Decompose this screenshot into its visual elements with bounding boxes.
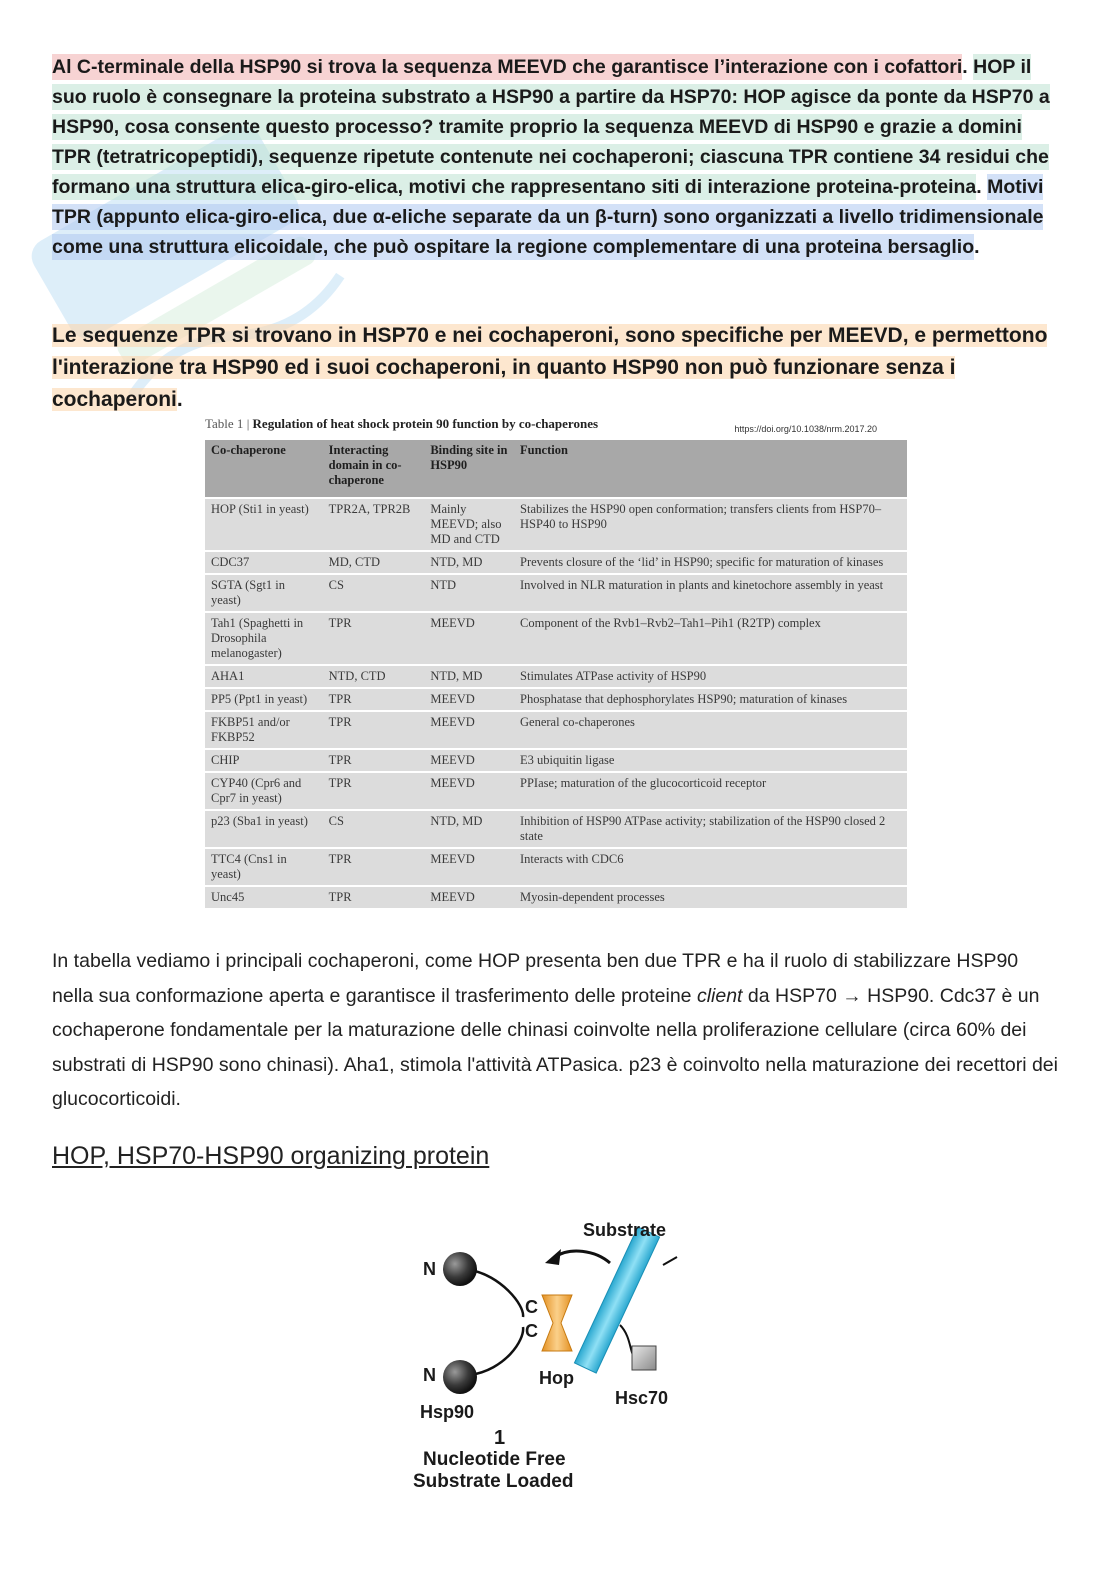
cell-binding-site: MEEVD (424, 613, 514, 664)
cell-function: E3 ubiquitin ligase (514, 750, 907, 771)
cell-interacting-domain: TPR2A, TPR2B (323, 499, 425, 550)
tpr-paragraph-text: Le sequenze TPR si trovano in HSP70 e nei cochaperoni, sono specifiche per MEEVD, e permettono l'interazione tra HSP90 ed i suoi cochaperoni, in quanto HSP90 non può funzionare senza i cochaperoni (52, 324, 1048, 411)
cell-interacting-domain: TPR (323, 773, 425, 809)
cell-function: Phosphatase that dephosphorylates HSP90; maturation of kinases (514, 689, 907, 710)
table-caption-separator: | (243, 416, 253, 431)
tpr-paragraph (52, 320, 1062, 416)
cell-cochaperone: HOP (Sti1 in yeast) (205, 499, 323, 550)
label-hop: Hop (539, 1368, 574, 1388)
label-caption-line1: Nucleotide Free (423, 1449, 566, 1470)
label-caption-line2: Substrate Loaded (413, 1471, 574, 1492)
cell-interacting-domain: CS (323, 811, 425, 847)
header-binding-site: Binding site in HSP90 (424, 440, 514, 497)
hsp90-n-domain-top (443, 1252, 477, 1286)
cochaperone-table (205, 438, 907, 910)
cell-cochaperone: SGTA (Sgt1 in yeast) (205, 575, 323, 611)
cell-function: Involved in NLR maturation in plants and kinetochore assembly in yeast (514, 575, 907, 611)
cell-cochaperone: TTC4 (Cns1 in yeast) (205, 849, 323, 885)
table-row (205, 811, 907, 847)
cell-function: Interacts with CDC6 (514, 849, 907, 885)
table-row (205, 613, 907, 664)
cell-function: Myosin-dependent processes (514, 887, 907, 908)
cell-binding-site: MEEVD (424, 689, 514, 710)
label-c-top: C (525, 1297, 538, 1317)
cell-cochaperone: AHA1 (205, 666, 323, 687)
cell-binding-site: Mainly MEEVD; also MD and CTD (424, 499, 514, 550)
table-caption-label: Table 1 (205, 416, 244, 431)
cell-binding-site: MEEVD (424, 887, 514, 908)
tpr-paragraph-end: . (176, 388, 183, 411)
cell-function: Stimulates ATPase activity of HSP90 (514, 666, 907, 687)
cell-interacting-domain: TPR (323, 887, 425, 908)
cell-interacting-domain: MD, CTD (323, 552, 425, 573)
cell-cochaperone: CHIP (205, 750, 323, 771)
header-cochaperone: Co-chaperone (205, 440, 323, 497)
cell-interacting-domain: TPR (323, 689, 425, 710)
table-doi: https://doi.org/10.1038/nrm.2017.20 (734, 424, 877, 434)
table-row (205, 887, 907, 908)
cell-function: Prevents closure of the ‘lid’ in HSP90; specific for maturation of kinases (514, 552, 907, 573)
transfer-arrow (555, 1251, 610, 1263)
table-row (205, 666, 907, 687)
label-step-number: 1 (494, 1427, 506, 1449)
table-row (205, 552, 907, 573)
cell-cochaperone: CYP40 (Cpr6 and Cpr7 in yeast) (205, 773, 323, 809)
cell-binding-site: NTD, MD (424, 552, 514, 573)
table-row (205, 750, 907, 771)
table-row (205, 849, 907, 885)
body-paragraph-part1: In tabella vediamo i principali cochaperoni, come HOP presenta ben due TPR e ha il ruolo di stabilizzare HSP90 nella sua conformazione aperta e garantisce il trasferimento delle proteine (52, 950, 1019, 1007)
cell-cochaperone: CDC37 (205, 552, 323, 573)
cell-binding-site: NTD (424, 575, 514, 611)
cell-binding-site: MEEVD (424, 750, 514, 771)
cell-function: Component of the Rvb1–Rvb2–Tah1–Pih1 (R2TP) complex (514, 613, 907, 664)
cell-cochaperone: PP5 (Ppt1 in yeast) (205, 689, 323, 710)
cell-binding-site: MEEVD (424, 849, 514, 885)
cell-interacting-domain: NTD, CTD (323, 666, 425, 687)
body-paragraph (52, 944, 1062, 1117)
table-row (205, 712, 907, 748)
intro-segment-meevd: Al C-terminale della HSP90 si trova la sequenza MEEVD che garantisce l’interazione con i cofattori (52, 56, 963, 78)
hsp90-n-domain-bottom (443, 1360, 477, 1394)
cell-binding-site: NTD, MD (424, 666, 514, 687)
intro-paragraph (52, 52, 1062, 262)
intro-segment-hop: HOP il suo ruolo è consegnare la proteina substrato a HSP90 a partire da HSP70: HOP agisce da ponte da HSP70 a HSP90, cosa consente questo processo? tramite proprio la sequenza MEEVD di HSP90 e grazie a domini TPR (tetratricopeptidi), sequenze ripetute contenute nei cochaperoni; ciascuna TPR contiene 34 residui che formano una struttura elica-giro-elica, motivi che rappresentano siti di interazione proteina-proteina (52, 56, 1050, 198)
cell-interacting-domain: TPR (323, 750, 425, 771)
label-n-bottom: N (423, 1365, 436, 1385)
cell-cochaperone: p23 (Sba1 in yeast) (205, 811, 323, 847)
intro-separator: . (976, 176, 988, 198)
header-function: Function (514, 440, 907, 497)
label-c-bottom: C (525, 1321, 538, 1341)
cell-cochaperone: Tah1 (Spaghetti in Drosophila melanogaster) (205, 613, 323, 664)
label-hsc70: Hsc70 (615, 1388, 669, 1408)
cochaperone-table-figure (205, 416, 907, 910)
section-heading: HOP, HSP70-HSP90 organizing protein (52, 1142, 490, 1170)
cell-binding-site: NTD, MD (424, 811, 514, 847)
intro-separator: . (962, 56, 974, 78)
intro-separator: . (974, 236, 980, 258)
label-substrate: Substrate (583, 1220, 667, 1240)
cell-binding-site: MEEVD (424, 712, 514, 748)
table-body (205, 499, 907, 908)
label-n-top: N (423, 1259, 436, 1279)
cell-function: PPIase; maturation of the glucocorticoid receptor (514, 773, 907, 809)
cell-function: Inhibition of HSP90 ATPase activity; stabilization of the HSP90 closed 2 state (514, 811, 907, 847)
transfer-arrowhead (545, 1249, 561, 1265)
table-row (205, 575, 907, 611)
table-row (205, 689, 907, 710)
hsc70-domain (632, 1346, 656, 1370)
table-caption (205, 416, 907, 438)
cell-cochaperone: FKBP51 and/or FKBP52 (205, 712, 323, 748)
cell-cochaperone: Unc45 (205, 887, 323, 908)
cell-interacting-domain: TPR (323, 849, 425, 885)
table-row (205, 499, 907, 550)
hop-diagram (405, 1205, 705, 1505)
table-caption-title: Regulation of heat shock protein 90 function by co-chaperones (252, 416, 599, 431)
hsc70-tail (663, 1257, 677, 1265)
hop-shape (542, 1295, 572, 1351)
cell-function: Stabilizes the HSP90 open conformation; transfers clients from HSP70–HSP40 to HSP90 (514, 499, 907, 550)
table-row (205, 773, 907, 809)
intro-segment-tpr-motifs: Motivi TPR (appunto elica-giro-elica, due α-eliche separate da un β-turn) sono organizzati a livello tridimensionale come una struttura elicoidale, che può ospitare la regione complementare di una proteina bersaglio (52, 176, 1044, 258)
cell-interacting-domain: CS (323, 575, 425, 611)
cell-interacting-domain: TPR (323, 712, 425, 748)
cell-binding-site: MEEVD (424, 773, 514, 809)
table-header-row (205, 440, 907, 497)
hsp90-chain-top (470, 1270, 523, 1317)
hsp90-chain-bottom (470, 1327, 523, 1375)
label-hsp90: Hsp90 (420, 1402, 475, 1422)
cell-interacting-domain: TPR (323, 613, 425, 664)
hsc70-linker (620, 1325, 633, 1355)
cell-function: General co-chaperones (514, 712, 907, 748)
header-interacting-domain: Interacting domain in co-chaperone (323, 440, 425, 497)
body-paragraph-part2: da HSP70 → HSP90. Cdc37 è un cochaperone fondamentale per la maturazione delle chinasi coinvolte nella proliferazione cellulare (circa 60% dei substrati di HSP90 sono chinasi). Aha1, stimola l'attività ATPasica. p23 è coinvolto nella maturazione dei recettori dei glucocorticoidi. (52, 984, 1058, 1110)
body-paragraph-italic: client (696, 984, 743, 1007)
